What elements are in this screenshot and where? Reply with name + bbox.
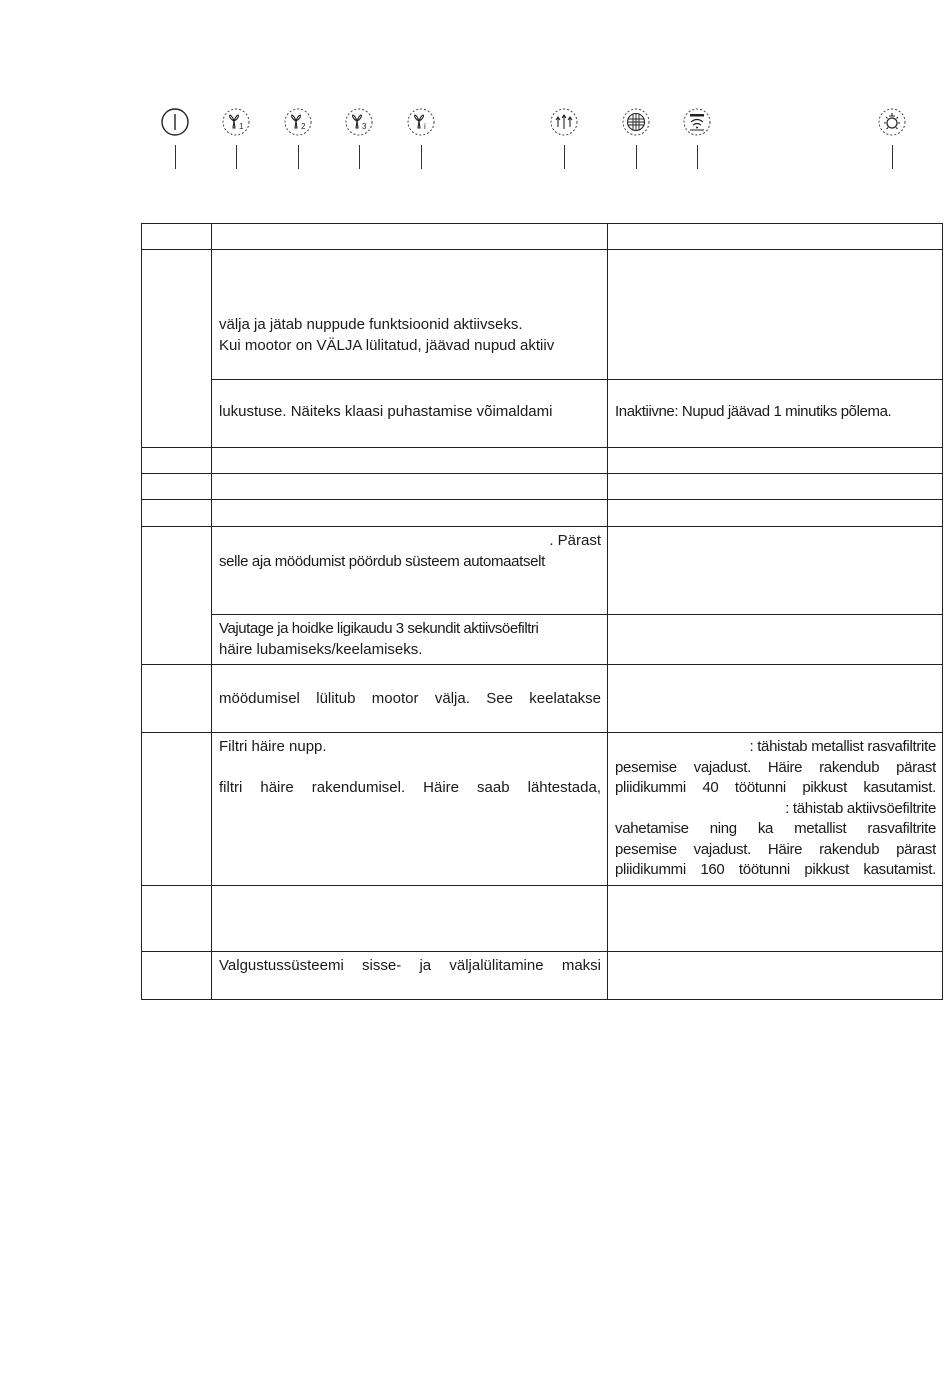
table-cell <box>142 527 212 665</box>
table-row <box>142 527 943 615</box>
table-row <box>142 474 943 500</box>
row10-note-line7: pliidikummi 160 töötunni pikkust kasutamist. <box>615 861 936 878</box>
row7-desc-line2: selle aja möödumist pöördub süsteem automaatselt <box>219 552 545 570</box>
table-cell <box>142 951 212 999</box>
row3-note: Inaktiivne: Nupud jäävad 1 minutiks põlema. <box>615 403 892 420</box>
row2-desc-line1: välja ja jätab nuppude funktsioonid aktiivseks. <box>219 316 523 333</box>
leader-line <box>175 145 176 169</box>
row10-note-line2: pesemise vajadust. Häire rakendub pärast <box>615 758 936 776</box>
table-header-row <box>142 224 943 250</box>
fan-speed-1-icon[interactable] <box>221 107 251 137</box>
table-cell <box>212 250 608 380</box>
table-cell <box>608 448 943 474</box>
leader-line <box>564 145 565 169</box>
table-cell <box>142 733 212 886</box>
leader-line <box>697 145 698 169</box>
wireless-connect-icon[interactable] <box>682 107 712 137</box>
table-row <box>142 448 943 474</box>
table-row <box>142 380 943 448</box>
table-cell <box>212 733 608 886</box>
leader-line <box>636 145 637 169</box>
fan-speed-2-label: 2 <box>301 122 306 131</box>
row9-desc: möödumisel lülitub mootor välja. See keelatakse <box>219 690 601 707</box>
table-cell <box>212 224 608 250</box>
table-cell <box>212 527 608 615</box>
function-table <box>141 223 943 1000</box>
table-row <box>142 951 943 999</box>
table-cell <box>608 474 943 500</box>
row7-desc-line1: . Pärast <box>549 532 601 549</box>
table-cell <box>212 474 608 500</box>
table-row <box>142 733 943 886</box>
row8-desc-line1: Vajutage ja hoidke ligikaudu 3 sekundit aktiivsöefiltri <box>219 620 539 637</box>
light-icon[interactable] <box>877 107 907 137</box>
row10-note-line5: vahetamise ning ka metallist rasvafiltrite <box>615 820 936 837</box>
table-row <box>142 500 943 527</box>
table-cell <box>608 224 943 250</box>
power-icon[interactable] <box>160 107 190 137</box>
table-row <box>142 615 943 665</box>
table-cell <box>142 250 212 448</box>
table-cell <box>608 250 943 380</box>
row10-note-line6: pesemise vajadust. Häire rakendub pärast <box>615 840 936 858</box>
table-row <box>142 665 943 733</box>
table-cell <box>212 448 608 474</box>
table-cell <box>142 474 212 500</box>
leader-line <box>298 145 299 169</box>
table-cell <box>142 448 212 474</box>
table-cell <box>212 615 608 665</box>
row10-note-line4: : tähistab aktiivsöefiltrite <box>785 799 936 817</box>
fan-intensive-label: i <box>424 122 426 131</box>
table-cell <box>608 380 943 448</box>
table-cell <box>142 500 212 527</box>
table-cell <box>608 527 943 615</box>
fan-speed-3-label: 3 <box>362 122 367 131</box>
table-cell <box>212 665 608 733</box>
leader-line <box>421 145 422 169</box>
table-row <box>142 250 943 380</box>
filter-alarm-icon[interactable] <box>621 107 651 137</box>
fan-intensive-icon[interactable] <box>406 107 436 137</box>
table-cell <box>608 500 943 527</box>
row12-desc: Valgustussüsteemi sisse- ja väljalülitamine maksi <box>219 956 601 974</box>
table-cell <box>142 224 212 250</box>
table-cell <box>608 615 943 665</box>
leader-line <box>359 145 360 169</box>
table-row <box>142 885 943 951</box>
table-cell <box>608 885 943 951</box>
row10-desc-line2: filtri häire rakendumisel. Häire saab lähtestada, <box>219 779 601 796</box>
table-cell <box>142 665 212 733</box>
table-cell <box>142 885 212 951</box>
control-panel-diagram <box>0 0 950 180</box>
table-cell <box>212 885 608 951</box>
table-cell <box>212 380 608 448</box>
leader-line <box>236 145 237 169</box>
auto-mode-icon[interactable] <box>549 107 579 137</box>
fan-speed-1-label: 1 <box>239 122 244 131</box>
row8-desc-line2: häire lubamiseks/keelamiseks. <box>219 640 423 658</box>
table-cell <box>212 951 608 999</box>
row10-note-line3: pliidikummi 40 töötunni pikkust kasutamist. <box>615 779 936 796</box>
row2-desc-line2: Kui mootor on VÄLJA lülitatud, jäävad nupud aktiiv <box>219 336 555 354</box>
row10-desc-line1: Filtri häire nupp. <box>219 738 327 755</box>
row3-desc: lukustuse. Näiteks klaasi puhastamise võimaldami <box>219 403 553 420</box>
leader-line <box>892 145 893 169</box>
table-cell <box>608 733 943 886</box>
table-cell <box>608 951 943 999</box>
table-cell <box>608 665 943 733</box>
fan-speed-3-icon[interactable] <box>344 107 374 137</box>
row10-note-line1: : tähistab metallist rasvafiltrite <box>749 738 936 755</box>
fan-speed-2-icon[interactable] <box>283 107 313 137</box>
table-cell <box>212 500 608 527</box>
